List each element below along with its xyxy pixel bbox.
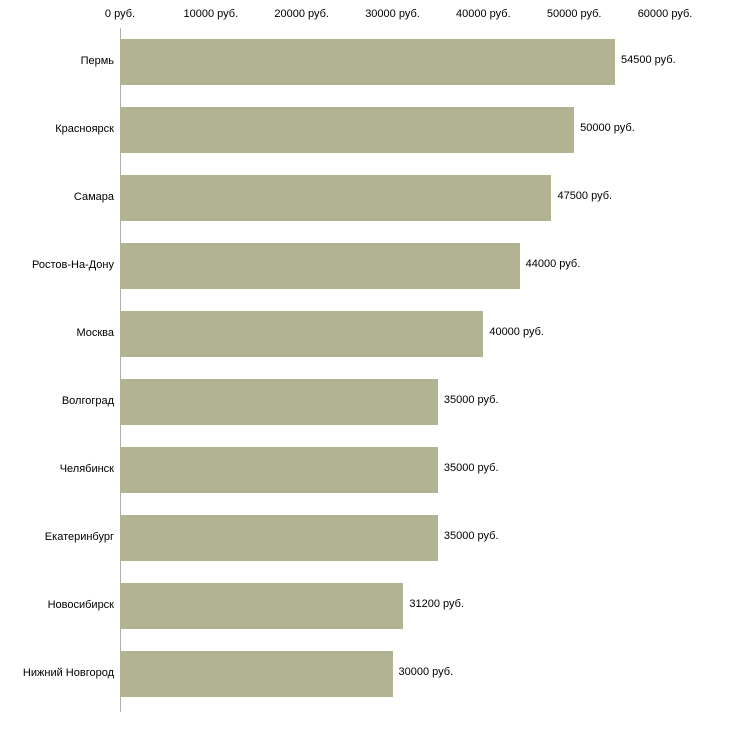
- x-axis-tick-label: 60000 руб.: [637, 8, 693, 20]
- x-axis-tick-label: 10000 руб.: [183, 8, 239, 20]
- bar-value-label: 31200 руб.: [409, 598, 465, 610]
- category-label: Ростов-На-Дону: [31, 259, 114, 271]
- x-axis-tick-label: 30000 руб.: [365, 8, 420, 20]
- bar[interactable]: [120, 243, 520, 289]
- bar-value-label: 35000 руб.: [443, 530, 499, 542]
- x-axis-tick-label: 40000 руб.: [456, 8, 511, 20]
- bar-value-label: 35000 руб.: [443, 394, 499, 406]
- bar-value-label: 35000 руб.: [443, 462, 499, 474]
- category-label: Волгоград: [61, 395, 114, 407]
- bar[interactable]: [120, 311, 483, 357]
- bar[interactable]: [120, 515, 438, 561]
- x-axis-tick-label: 20000 руб.: [274, 8, 329, 20]
- chart-row: [55, 96, 730, 164]
- chart-row: [47, 572, 730, 640]
- chart-row: [31, 232, 730, 300]
- bar[interactable]: [120, 107, 574, 153]
- chart-row: [59, 436, 730, 504]
- category-label: Самара: [73, 191, 114, 203]
- bar-value-label: 44000 руб.: [525, 258, 581, 270]
- chart-row: [61, 368, 730, 436]
- bar[interactable]: [120, 447, 438, 493]
- category-label: Екатеринбург: [44, 531, 114, 543]
- bar[interactable]: [120, 39, 615, 85]
- category-label: Красноярск: [55, 123, 114, 135]
- chart-row: [22, 640, 730, 708]
- bar-value-label: 30000 руб.: [398, 666, 454, 678]
- x-axis-tick-label: 0 руб.: [104, 8, 136, 20]
- category-label: Пермь: [80, 55, 114, 67]
- bar-value-label: 47500 руб.: [557, 190, 613, 202]
- bar-value-label: 50000 руб.: [580, 122, 635, 134]
- bar[interactable]: [120, 379, 438, 425]
- bar-value-label: 40000 руб.: [489, 326, 544, 338]
- chart-row: [76, 300, 730, 368]
- chart-row: [73, 164, 730, 232]
- x-axis: [0, 0, 730, 28]
- chart-row: [44, 504, 730, 572]
- bar[interactable]: [120, 583, 403, 629]
- x-axis-tick-label: 50000 руб.: [546, 8, 602, 20]
- category-label: Нижний Новгород: [22, 667, 114, 679]
- bar[interactable]: [120, 175, 551, 221]
- category-label: Новосибирск: [47, 599, 114, 611]
- bar[interactable]: [120, 651, 393, 697]
- plot-area: [22, 28, 730, 718]
- category-label: Москва: [76, 327, 114, 339]
- bar-value-label: 54500 руб.: [621, 54, 676, 66]
- category-label: Челябинск: [59, 463, 114, 475]
- chart-row: [80, 28, 730, 96]
